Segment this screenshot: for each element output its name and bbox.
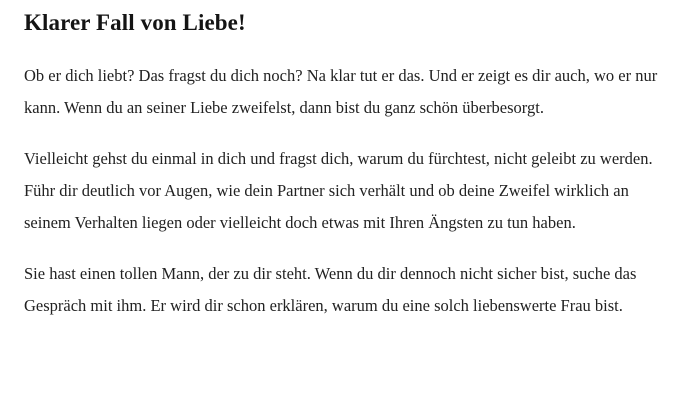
article-paragraph: Ob er dich liebt? Das fragst du dich noch? Na klar tut er das. Und er zeigt es dir auch, wo er nur kann. Wenn du an seiner Liebe zweifelst, dann bist du ganz schön überbesorgt. xyxy=(24,65,658,117)
article-paragraph: Sie hast einen tollen Mann, der zu dir steht. Wenn du dir dennoch nicht sicher bist, suche das Gespräch mit ihm. Er wird dir schon erklären, warum du eine solch liebenswerte Frau bist. xyxy=(24,264,637,315)
article-paragraph: Vielleicht gehst du einmal in dich und fragst dich, warum du fürchtest, nicht geleibt zu werden. Führ dir deutlich vor Augen, wie dein Partner sich verhält und ob deine Zweifel wirklich an seinem Verhalten liegen oder vielleicht doch etwas mit Ihren Ängsten zu tun haben. xyxy=(24,149,653,232)
page-title: Klarer Fall von Liebe! xyxy=(24,10,246,35)
